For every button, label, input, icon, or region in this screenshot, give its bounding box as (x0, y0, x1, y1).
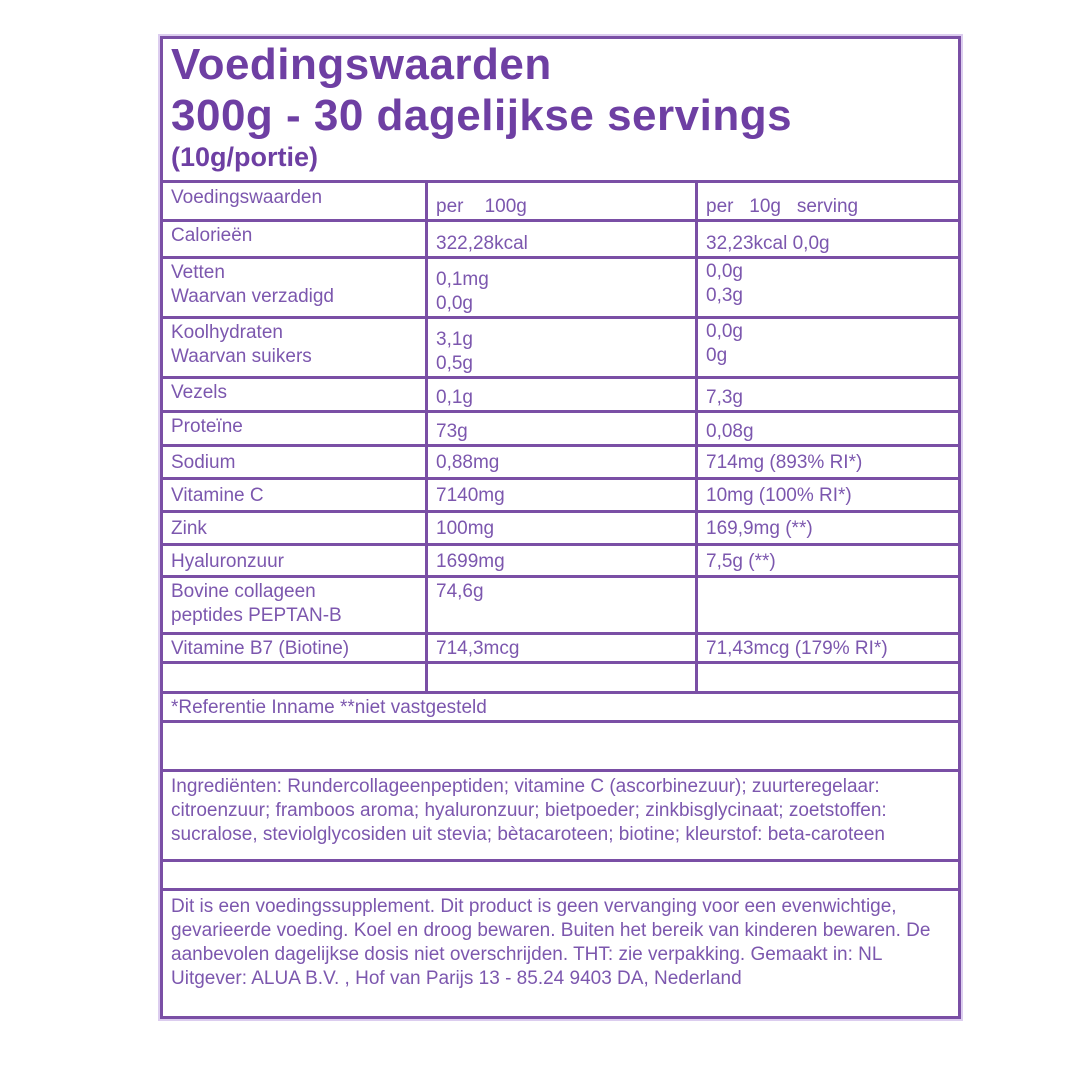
header-per100g: per 100g (436, 196, 527, 217)
per100g-cell (427, 634, 697, 663)
per100g-value: 7140mg (436, 485, 505, 506)
row-vitamine-c (162, 479, 960, 512)
ingredients-cell (162, 771, 960, 861)
footnote-cell (162, 693, 960, 722)
header-nutrient: Voedingswaarden (171, 187, 323, 208)
per10g-value: 7,5g (**) (706, 551, 776, 572)
nutrient-name-cell (162, 378, 427, 412)
table-header-row (162, 182, 960, 221)
nutrient-name: Vitamine B7 (Biotine) (171, 638, 350, 659)
disclaimer-cell (162, 890, 960, 1018)
nutrient-name-cell (162, 577, 427, 634)
row-sodium (162, 446, 960, 479)
nutrient-subname: Waarvan suikers (171, 346, 312, 367)
row-zink (162, 512, 960, 545)
per10g-cell (697, 258, 960, 318)
row-vetten (162, 258, 960, 318)
empty-cell (697, 663, 960, 693)
label-portion: (10g/portie) (171, 142, 319, 172)
empty-cell (162, 722, 960, 771)
per100g-value: 3,1g (436, 329, 473, 350)
per10g-value: 32,23kcal 0,0g (706, 233, 830, 254)
row-koolhydraten (162, 318, 960, 378)
per100g-value: 0,88mg (436, 452, 500, 473)
per100g-value: 0,1mg (436, 269, 489, 290)
per10g-cell (697, 412, 960, 446)
empty-row-full (162, 861, 960, 890)
nutrient-name: Vezels (171, 382, 227, 403)
header-per10g: per 10g serving (706, 196, 859, 217)
per100g-value: 714,3mcg (436, 638, 520, 659)
footnote-text: *Referentie Inname **niet vastgesteld (171, 697, 487, 718)
nutrient-name: Hyaluronzuur (171, 551, 284, 572)
per100g-value: 0,1g (436, 387, 473, 408)
per100g-cell (427, 412, 697, 446)
title-cell (162, 38, 960, 182)
per10g-cell (697, 479, 960, 512)
per100g-cell (427, 378, 697, 412)
per10g-value: 169,9mg (**) (706, 518, 813, 539)
label-subtitle: 300g - 30 dagelijkse servings (171, 91, 793, 140)
per10g-cell (697, 634, 960, 663)
row-hyaluronzuur (162, 545, 960, 577)
per100g-value: 100mg (436, 518, 495, 539)
ingredients-text: Ingrediënten: Rundercollageenpeptiden; vitamine C (ascorbinezuur); zuurteregelaar: citroenzuur; framboos aroma; hyaluronzuur; bietpoeder; zinkbisglycinaat; zoetstoffen: sucralose, steviolglycosiden uit stevia; bètacaroteen; biotine; kleurstof: beta-caroteen (171, 776, 887, 845)
per10g-value: 714mg (893% RI*) (706, 452, 863, 473)
per100g-subvalue: 0,5g (436, 353, 473, 374)
per10g-cell (697, 221, 960, 258)
per10g-value: 0,08g (706, 421, 754, 442)
per10g-cell (697, 378, 960, 412)
per10g-cell (697, 545, 960, 577)
header-nutrient-cell (162, 182, 427, 221)
ingredients-row (162, 771, 960, 861)
nutrient-name: Koolhydraten (171, 322, 283, 343)
footnote-row (162, 693, 960, 722)
nutrient-name: Vetten (171, 262, 225, 283)
nutrient-name-cell (162, 221, 427, 258)
nutrient-subname: Waarvan verzadigd (171, 286, 334, 307)
header-per100g-cell (427, 182, 697, 221)
row-vitamine-b7 (162, 634, 960, 663)
disclaimer-row (162, 890, 960, 1018)
row-proteine (162, 412, 960, 446)
nutrient-name: Proteïne (171, 416, 243, 437)
nutrient-name-cell (162, 634, 427, 663)
nutrient-name: Zink (171, 518, 207, 539)
per100g-cell (427, 446, 697, 479)
nutrient-name-cell (162, 318, 427, 378)
per100g-cell (427, 577, 697, 634)
per10g-value: 0,0g (706, 261, 743, 282)
empty-row-full (162, 722, 960, 771)
per10g-subvalue: 0g (706, 345, 728, 366)
per100g-cell (427, 479, 697, 512)
empty-cell (162, 861, 960, 890)
per100g-cell (427, 221, 697, 258)
per100g-cell (427, 258, 697, 318)
per100g-value: 74,6g (436, 581, 484, 602)
nutrient-name-cell (162, 512, 427, 545)
row-vezels (162, 378, 960, 412)
empty-cell (162, 663, 427, 693)
title-block (162, 38, 960, 182)
per100g-cell (427, 318, 697, 378)
disclaimer-text: Dit is een voedingssupplement. Dit product is geen vervanging voor een evenwichtige, gevarieerde voeding. Koel en droog bewaren. Buiten het bereik van kinderen bewaren. De aanbevolen dagelijkse dosis niet overschrijden. THT: zie verpakking. Gemaakt in: NL (171, 896, 931, 965)
row-calorieen (162, 221, 960, 258)
per10g-subvalue: 0,3g (706, 285, 743, 306)
header-per10g-cell (697, 182, 960, 221)
nutrient-subname: peptides PEPTAN-B (171, 605, 342, 626)
nutrient-name: Bovine collageen (171, 581, 316, 602)
nutrient-name-cell (162, 479, 427, 512)
per10g-value: 7,3g (706, 387, 743, 408)
nutrient-name-cell (162, 545, 427, 577)
nutrient-name-cell (162, 412, 427, 446)
per100g-value: 1699mg (436, 551, 505, 572)
empty-row-cells (162, 663, 960, 693)
nutrient-name: Vitamine C (171, 485, 264, 506)
nutrient-name-cell (162, 446, 427, 479)
per100g-value: 322,28kcal (436, 233, 528, 254)
per10g-value: 71,43mcg (179% RI*) (706, 638, 888, 659)
nutrient-name: Calorieën (171, 225, 253, 246)
nutrient-name-cell (162, 258, 427, 318)
per10g-value: 0,0g (706, 321, 743, 342)
per100g-value: 73g (436, 421, 468, 442)
publisher-text: Uitgever: ALUA B.V. , Hof van Parijs 13 - 85.24 9403 DA, Nederland (171, 968, 742, 989)
nutrient-name: Sodium (171, 452, 236, 473)
nutrition-table (160, 36, 961, 1019)
row-bovine-collageen (162, 577, 960, 634)
per100g-cell (427, 545, 697, 577)
per100g-cell (427, 512, 697, 545)
per10g-cell (697, 512, 960, 545)
per10g-cell (697, 318, 960, 378)
per10g-cell (697, 446, 960, 479)
per10g-value: 10mg (100% RI*) (706, 485, 852, 506)
per100g-subvalue: 0,0g (436, 293, 473, 314)
empty-cell (427, 663, 697, 693)
per10g-cell (697, 577, 960, 634)
label-title: Voedingswaarden (171, 40, 552, 89)
